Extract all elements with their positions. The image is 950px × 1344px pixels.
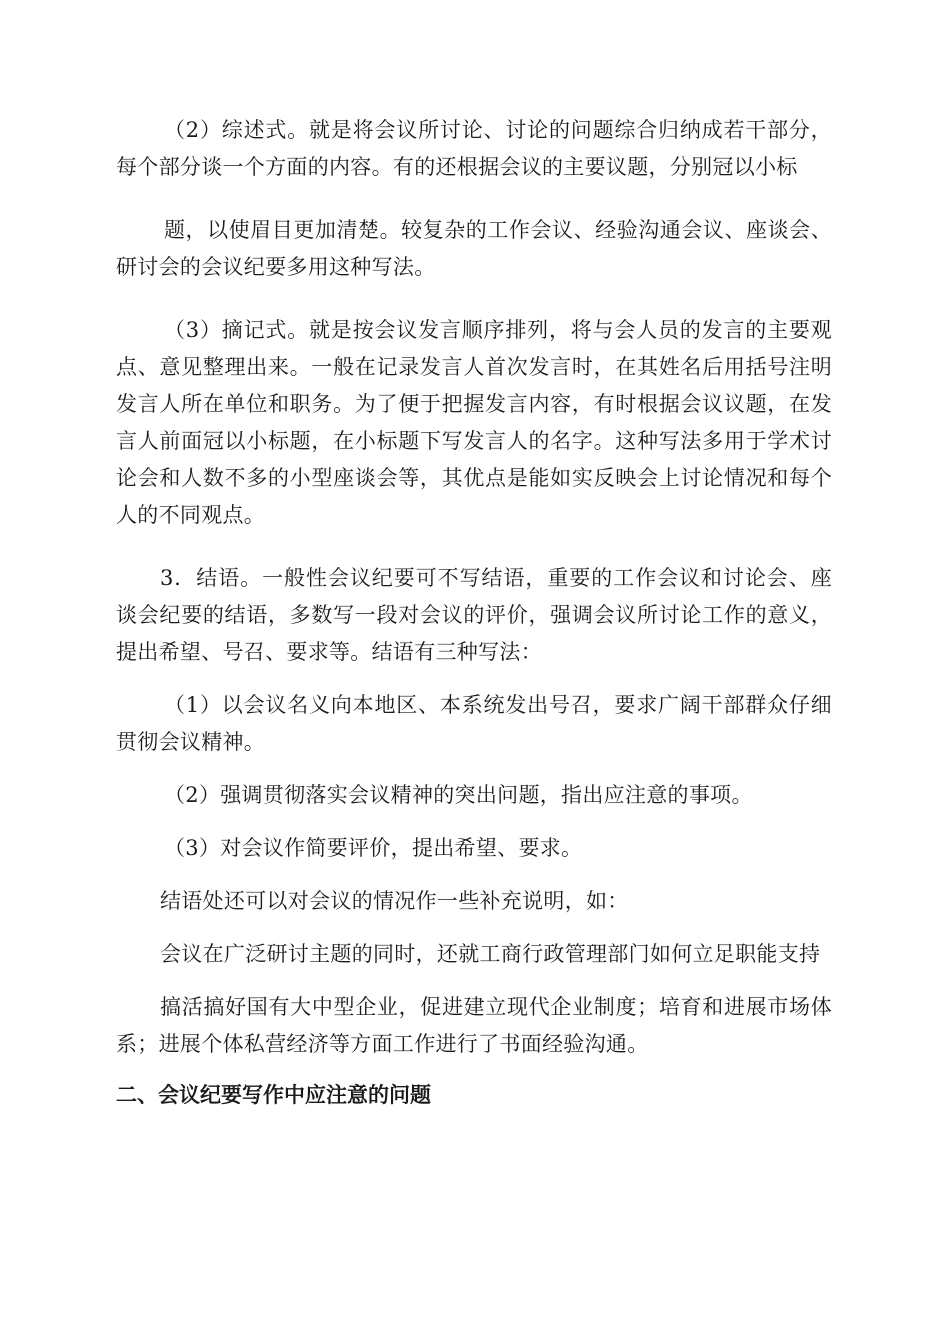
paragraph-conclusion-method-1: （1）以会议名义向本地区、本系统发出号召，要求广阔干部群众仔细贯彻会议精神。	[116, 693, 832, 754]
paragraph-supplement-note: 结语处还可以对会议的情况作一些补充说明，如：	[160, 889, 629, 913]
paragraph-conclusion-method-3: （3）对会议作简要评价，提出希望、要求。	[164, 836, 583, 860]
paragraph-example: 会议在广泛研讨主题的同时，还就工商行政管理部门如何立足职能支持	[160, 942, 821, 966]
paragraph-example-cont: 搞活搞好国有大中型企业，促进建立现代企业制度；培育和进展市场体系；进展个体私营经济等方面工作进行了书面经验沟通。	[116, 995, 832, 1056]
section-heading: 二、会议纪要写作中应注意的问题	[116, 1083, 431, 1107]
paragraph-conclusion: 3．结语。一般性会议纪要可不写结语，重要的工作会议和讨论会、座谈会纪要的结语，多数写一段对会议的评价，强调会议所讨论工作的意义，提出希望、号召、要求等。结语有三种写法：	[116, 566, 832, 664]
paragraph-summary-style-cont: 题，以使眉目更加清楚。较复杂的工作会议、经验沟通会议、座谈会、研讨会的会议纪要多用这种写法。	[116, 218, 832, 279]
paragraph-conclusion-method-2: （2）强调贯彻落实会议精神的突出问题，指出应注意的事项。	[164, 783, 753, 807]
paragraph-excerpt-style: （3）摘记式。就是按会议发言顺序排列，将与会人员的发言的主要观点、意见整理出来。一般在记录发言人首次发言时，在其姓名后用括号注明发言人所在单位和职务。为了便于把握发言内容，有时根据会议议题，在发言人前面冠以小标题，在小标题下写发言人的名字。这种写法多用于学术讨论会和人数不多的小型座谈会等，其优点是能如实反映会上讨论情况和每个人的不同观点。	[116, 318, 832, 527]
document-page	[116, 112, 832, 1114]
paragraph-summary-style: （2）综述式。就是将会议所讨论、讨论的问题综合归纳成若干部分，每个部分谈一个方面的内容。有的还根据会议的主要议题，分别冠以小标	[116, 118, 832, 179]
